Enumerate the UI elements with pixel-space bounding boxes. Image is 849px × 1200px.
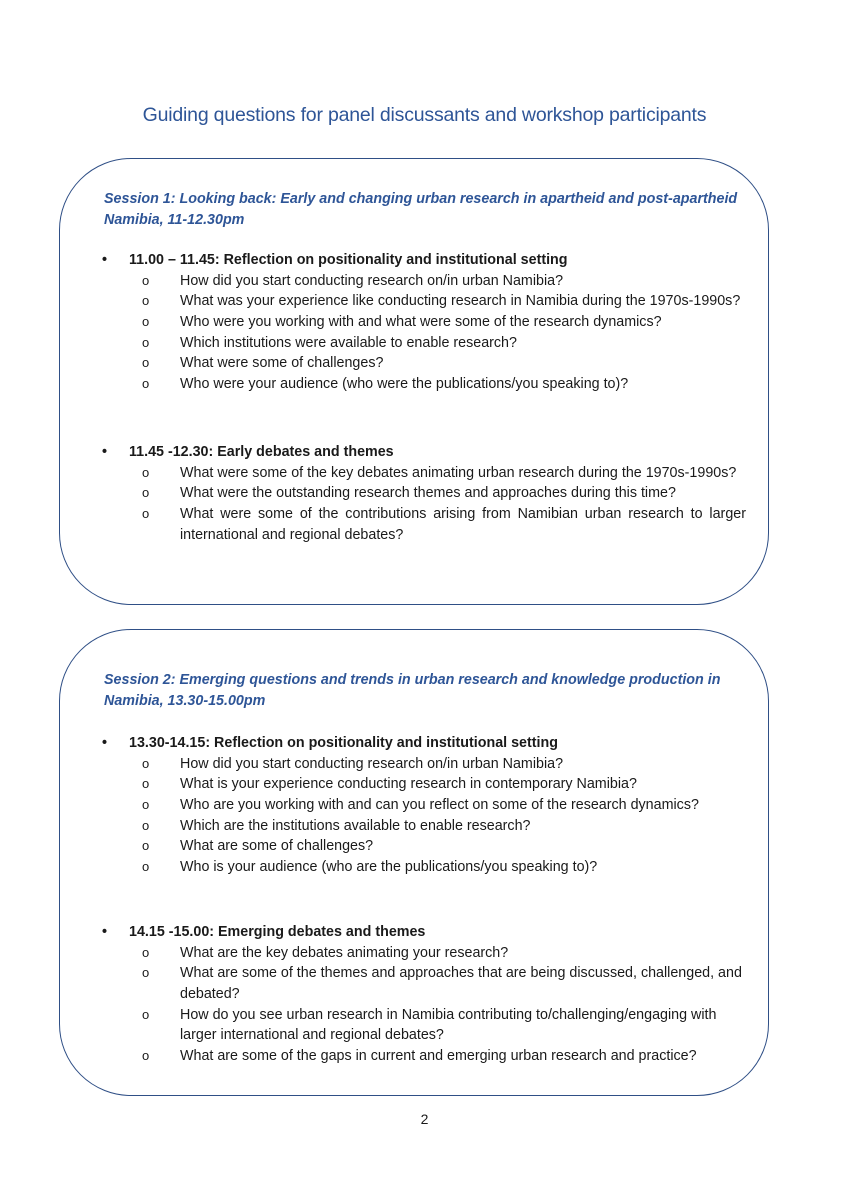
list-item-text: How did you start conducting research on/in urban Namibia?	[180, 272, 564, 289]
sub-list	[60, 943, 768, 1067]
list-item-text: Which institutions were available to enable research?	[180, 334, 517, 351]
list-item-text: How did you start conducting research on/in urban Namibia?	[180, 755, 564, 772]
circle-bullet-icon: o	[142, 755, 150, 771]
list-item	[60, 795, 768, 816]
list-item	[60, 754, 768, 775]
bullet-icon: •	[102, 252, 108, 268]
circle-bullet-icon: o	[142, 334, 150, 350]
sub-list	[60, 463, 768, 546]
list-item	[60, 774, 768, 795]
circle-bullet-icon: o	[142, 796, 150, 812]
session-1-heading: Session 1: Looking back: Early and changing urban research in apartheid and post-apartheid Namibia, 11-12.30pm	[104, 191, 738, 228]
list-item	[60, 374, 768, 395]
session-1-box	[59, 158, 769, 605]
session-2-group-2	[60, 922, 768, 1067]
bullet-label: 14.15 -15.00: Emerging debates and themes	[129, 924, 426, 940]
list-item	[60, 291, 768, 312]
circle-bullet-icon: o	[142, 376, 150, 392]
list-item-text: Who are you working with and can you reflect on some of the research dynamics?	[180, 796, 699, 813]
list-item-text: What are some of the themes and approaches that are being discussed, challenged, and debated?	[180, 965, 742, 1002]
session-2-group-1	[60, 733, 768, 878]
list-item-text: How do you see urban research in Namibia contributing to/challenging/engaging with larger international and regional debates?	[180, 1006, 717, 1044]
circle-bullet-icon: o	[142, 1048, 150, 1064]
list-item-text: What are the key debates animating your research?	[180, 944, 509, 961]
list-item	[60, 271, 768, 292]
list-item	[60, 857, 768, 878]
list-item	[60, 1046, 768, 1067]
bullet-item	[60, 733, 768, 754]
bullet-icon: •	[102, 735, 108, 751]
session-2-box	[59, 629, 769, 1096]
list-item	[60, 483, 768, 504]
list-item-text: What were some of challenges?	[180, 355, 384, 372]
circle-bullet-icon: o	[142, 464, 150, 480]
list-item	[60, 463, 768, 484]
list-item-text: What are some of the gaps in current and emerging urban research and practice?	[180, 1048, 697, 1065]
circle-bullet-icon: o	[142, 485, 150, 501]
page-number: 2	[420, 1111, 429, 1127]
bullet-item	[60, 922, 768, 943]
list-item	[60, 504, 768, 545]
circle-bullet-icon: o	[142, 965, 150, 981]
session-1-group-2	[60, 442, 768, 545]
bullet-label: 11.45 -12.30: Early debates and themes	[129, 444, 394, 460]
bullet-label: 11.00 – 11.45: Reflection on positionality and institutional setting	[129, 252, 568, 268]
circle-bullet-icon: o	[142, 944, 150, 960]
list-item-text: What were some of the contributions arising from Namibian urban research to larger international and regional debates?	[180, 505, 746, 543]
circle-bullet-icon: o	[142, 838, 150, 854]
list-item-text: What are some of challenges?	[180, 838, 374, 855]
bullet-icon: •	[102, 924, 108, 940]
sub-list	[60, 271, 768, 395]
list-item-text: Who were you working with and what were some of the research dynamics?	[180, 313, 662, 330]
list-item	[60, 943, 768, 964]
page-title: Guiding questions for panel discussants and workshop participants	[142, 104, 707, 126]
list-item	[60, 353, 768, 374]
session-2-heading: Session 2: Emerging questions and trends in urban research and knowledge production in Namibia, 13.30-15.00pm	[104, 672, 721, 709]
bullet-item	[60, 250, 768, 271]
bullet-item	[60, 442, 768, 463]
list-item-text: What were some of the key debates animating urban research during the 1970s-1990s?	[180, 464, 737, 481]
circle-bullet-icon: o	[142, 817, 150, 833]
session-1-group-1	[60, 250, 768, 395]
list-item-text: What was your experience like conducting research in Namibia during the 1970s-1990s?	[180, 293, 741, 310]
circle-bullet-icon: o	[142, 1006, 150, 1022]
list-item-text: Who were your audience (who were the publications/you speaking to)?	[180, 376, 629, 393]
list-item	[60, 836, 768, 857]
circle-bullet-icon: o	[142, 313, 150, 329]
list-item-text: Who is your audience (who are the publications/you speaking to)?	[180, 859, 598, 876]
circle-bullet-icon: o	[142, 355, 150, 371]
list-item	[60, 312, 768, 333]
circle-bullet-icon: o	[142, 859, 150, 875]
list-item	[60, 333, 768, 354]
circle-bullet-icon: o	[142, 505, 150, 521]
list-item	[60, 963, 768, 1004]
list-item-text: Which are the institutions available to enable research?	[180, 817, 531, 834]
bullet-label: 13.30-14.15: Reflection on positionality and institutional setting	[129, 735, 558, 751]
circle-bullet-icon: o	[142, 272, 150, 288]
list-item-text: What were the outstanding research themes and approaches during this time?	[180, 485, 676, 502]
circle-bullet-icon: o	[142, 293, 150, 309]
bullet-icon: •	[102, 444, 108, 460]
list-item-text: What is your experience conducting research in contemporary Namibia?	[180, 776, 637, 793]
circle-bullet-icon: o	[142, 776, 150, 792]
sub-list	[60, 754, 768, 878]
list-item	[60, 1005, 768, 1046]
list-item	[60, 816, 768, 837]
